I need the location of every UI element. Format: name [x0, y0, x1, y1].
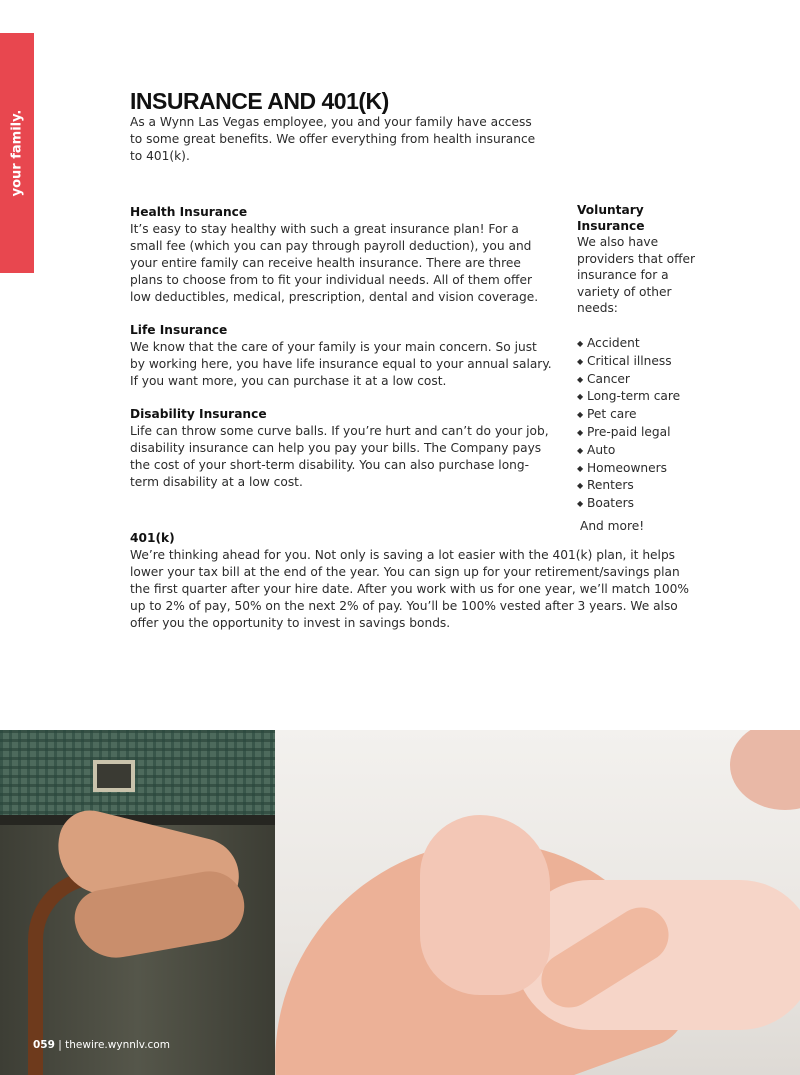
diamond-bullet-icon: ◆ — [577, 392, 584, 402]
section-heading: Health Insurance — [130, 205, 248, 219]
baby-face — [730, 730, 800, 810]
health-insurance-section — [130, 204, 555, 306]
baby-hand — [420, 815, 550, 995]
disability-insurance-section — [130, 406, 555, 491]
diamond-bullet-icon: ◆ — [577, 481, 584, 491]
belt-buckle — [93, 760, 135, 792]
list-item: ◆ Long-term care — [577, 388, 702, 406]
elderly-hands-cane-photo — [0, 730, 275, 1075]
and-more-text: And more! — [580, 518, 645, 533]
page-footer — [33, 1039, 170, 1051]
diamond-bullet-icon: ◆ — [577, 445, 584, 455]
section-heading: Life Insurance — [130, 323, 228, 337]
diamond-bullet-icon: ◆ — [577, 356, 584, 366]
page-title: INSURANCE AND 401(K) — [130, 88, 389, 114]
section-body: We’re thinking ahead for you. Not only is saving a lot easier with the 401(k) plan, it helps lower your tax bill at the end of the year. You can sign up for your retirement/savings plan the first quarter after your hire date. After you work with us for one year, we’ll match 100% up to 2% of pay, 50% on the next 2% of pay. You’ll be 100% vested after 3 years. We also offer you the opportunity to invest in savings bonds. — [130, 548, 689, 630]
section-body: Life can throw some curve balls. If you’re hurt and can’t do your job, disability insurance can help you pay your bills. The Company pays the cost of your short-term disability. You can also purchase long-term disability at a low cost. — [130, 424, 549, 489]
voluntary-intro: We also have providers that offer insurance for a variety of other needs: — [577, 235, 695, 316]
footer-separator: | — [54, 1039, 66, 1051]
page-number: 059 — [33, 1039, 55, 1051]
voluntary-list — [577, 335, 702, 513]
section-heading: Disability Insurance — [130, 407, 267, 421]
main-column — [130, 204, 555, 507]
list-item: ◆ Homeowners — [577, 460, 702, 478]
401k-section — [130, 530, 695, 632]
list-item: ◆ Renters — [577, 477, 702, 495]
baby-hand-photo — [275, 730, 800, 1075]
list-item: ◆ Pet care — [577, 406, 702, 424]
voluntary-insurance-sidebar — [577, 202, 702, 535]
list-item: ◆ Auto — [577, 442, 702, 460]
sidebar-tab-text: your family. — [9, 109, 25, 197]
life-insurance-section — [130, 322, 555, 390]
intro-paragraph: As a Wynn Las Vegas employee, you and your family have access to some great benefits. We offer everything from health insurance to 401(k). — [130, 115, 536, 163]
diamond-bullet-icon: ◆ — [577, 463, 584, 473]
sidebar-tab — [0, 33, 34, 273]
list-item: ◆ Cancer — [577, 371, 702, 389]
list-item: ◆ Pre-paid legal — [577, 424, 702, 442]
list-item: ◆ Critical illness — [577, 353, 702, 371]
section-body: It’s easy to stay healthy with such a great insurance plan! For a small fee (which you can pay through payroll deduction), you and your entire family can receive health insurance. There are three plans to choose from to fit your individual needs. All of them offer low deductibles, medical, prescription, dental and vision coverage. — [130, 222, 539, 304]
diamond-bullet-icon: ◆ — [577, 374, 584, 384]
section-body: We know that the care of your family is your main concern. So just by working here, you have life insurance equal to your annual salary. If you want more, you can purchase it at a low cost. — [130, 340, 552, 388]
list-item: ◆ Accident — [577, 335, 702, 353]
diamond-bullet-icon: ◆ — [577, 410, 584, 420]
list-item: ◆ Boaters — [577, 495, 702, 513]
diamond-bullet-icon: ◆ — [577, 499, 584, 509]
diamond-bullet-icon: ◆ — [577, 338, 584, 348]
voluntary-heading: Voluntary Insurance — [577, 203, 645, 233]
diamond-bullet-icon: ◆ — [577, 427, 584, 437]
section-heading: 401(k) — [130, 531, 175, 545]
footer-site-link[interactable]: thewire.wynnlv.com — [65, 1039, 170, 1051]
